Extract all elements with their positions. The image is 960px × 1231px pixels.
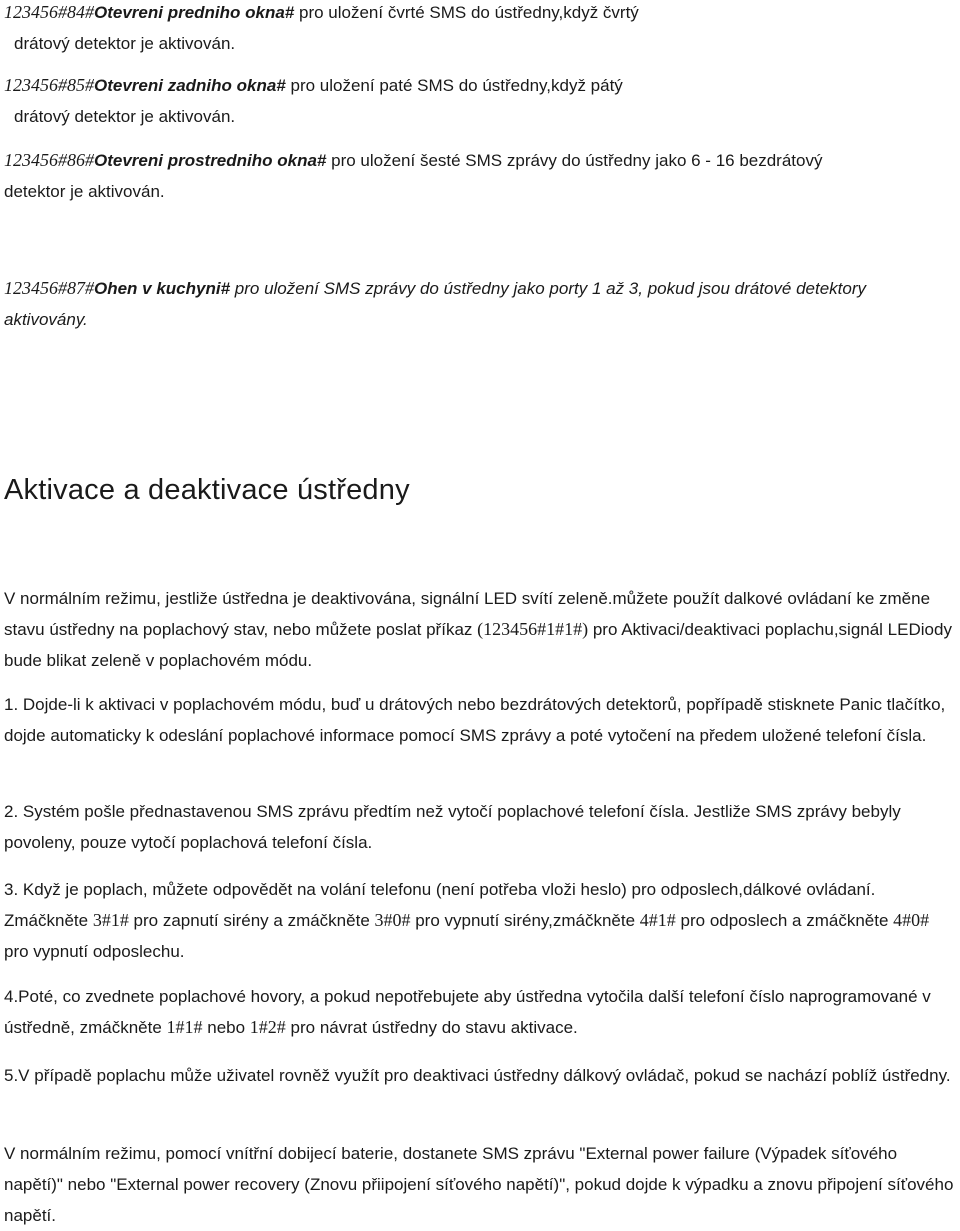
sms-desc-cont: detektor je aktivován. xyxy=(4,182,165,201)
command-code: (123456#1#1#) xyxy=(477,619,589,639)
sms-code: 123456#86# xyxy=(4,150,94,170)
sms-desc: pro uložení SMS zprávy do ústředny jako porty 1 až 3, pokud jsou drátové detektory xyxy=(230,279,867,298)
point-5: 5.V případě poplachu může uživatel rovněž využít pro deaktivaci ústředny dálkový ovládač, pokud se nachází poblíž ústředny. xyxy=(4,1066,951,1085)
sms-name: Otevreni prostredniho okna# xyxy=(94,151,327,170)
command-code: 1#2# xyxy=(249,1017,286,1037)
command-code: 1#1# xyxy=(166,1017,203,1037)
sms-name: Otevreni predniho okna# xyxy=(94,3,295,22)
sms-code: 123456#87# xyxy=(4,278,94,298)
sms-desc: pro uložení paté SMS do ústředny,když pátý xyxy=(285,76,623,95)
section-heading: Aktivace a deaktivace ústředny xyxy=(4,474,410,506)
sms-item-86 xyxy=(4,145,956,207)
command-code: 4#0# xyxy=(893,910,930,930)
point-2: 2. Systém pošle přednastavenou SMS zprávu předtím než vytočí poplachové telefoní čísla. Jestliže SMS zprávy bebyly povoleny, pouze vytočí poplachová telefoní čísla. xyxy=(4,802,901,852)
point-3: 3. Když je poplach, můžete odpovědět na volání telefonu (není potřeba vloži heslo) pro odposlech,dálkové ovládaní. Zmáčkněte 3#1# pro zapnutí sirény a zmáčkněte 3#0# pro vypnutí sirény,zmáčkněte 4#1# pro odposlech a zmáčkněte 4#0# pro vypnutí odposlechu. xyxy=(4,880,930,961)
point-4: 4.Poté, co zvednete poplachové hovory, a pokud nepotřebujete aby ústředna vytočila další telefoní číslo naprogramované v ústředně, zmáčkněte 1#1# nebo 1#2# pro návrat ústředny do stavu aktivace. xyxy=(4,987,931,1037)
command-code: 3#1# xyxy=(92,910,129,930)
sms-desc: pro uložení čvrté SMS do ústředny,když čvrtý xyxy=(294,3,639,22)
sms-desc-cont: drátový detektor je aktivován. xyxy=(14,107,236,126)
sms-name: Otevreni zadniho okna# xyxy=(94,76,286,95)
sms-desc-cont: aktivovány. xyxy=(4,310,88,329)
point-1: 1. Dojde-li k aktivaci v poplachovém módu, buď u drátových nebo bezdrátových detektorů, popřípadě stisknete Panic tlačítko, dojde automaticky k odeslání poplachové informace pomocí SMS zprávy a poté vytočení na předem uložené telefoní čísla. xyxy=(4,695,946,745)
closing-paragraph: V normálním režimu, pomocí vnítřní dobijecí baterie, dostanete SMS zprávu "External power failure (Výpadek síťového napětí)" nebo "External power recovery (Znovu přiipojení síťového napětí)", pokud dojde k výpadku a znovu připojení síťového napětí. xyxy=(4,1144,954,1225)
sms-desc: pro uložení šesté SMS zprávy do ústředny jako 6 - 16 bezdrátový xyxy=(326,151,823,170)
sms-item-87 xyxy=(4,273,956,335)
sms-desc-cont: drátový detektor je aktivován. xyxy=(14,34,236,53)
command-code: 4#1# xyxy=(639,910,676,930)
sms-item-85 xyxy=(4,70,956,132)
sms-code: 123456#85# xyxy=(4,75,94,95)
sms-name: Ohen v kuchyni# xyxy=(94,279,231,298)
command-code: 3#0# xyxy=(374,910,411,930)
intro-paragraph: V normálním režimu, jestliže ústředna je deaktivována, signální LED svítí zeleně.můžete použít dalkové ovládaní ke změne stavu ústředny na poplachový stav, nebo můžete poslat příkaz (123456#1#1#) pro Aktivaci/deaktivaci poplachu,signál LEDiody bude blikat zeleně v poplachovém módu. xyxy=(4,589,952,670)
sms-item-84 xyxy=(4,0,956,59)
sms-code: 123456#84# xyxy=(4,2,94,22)
